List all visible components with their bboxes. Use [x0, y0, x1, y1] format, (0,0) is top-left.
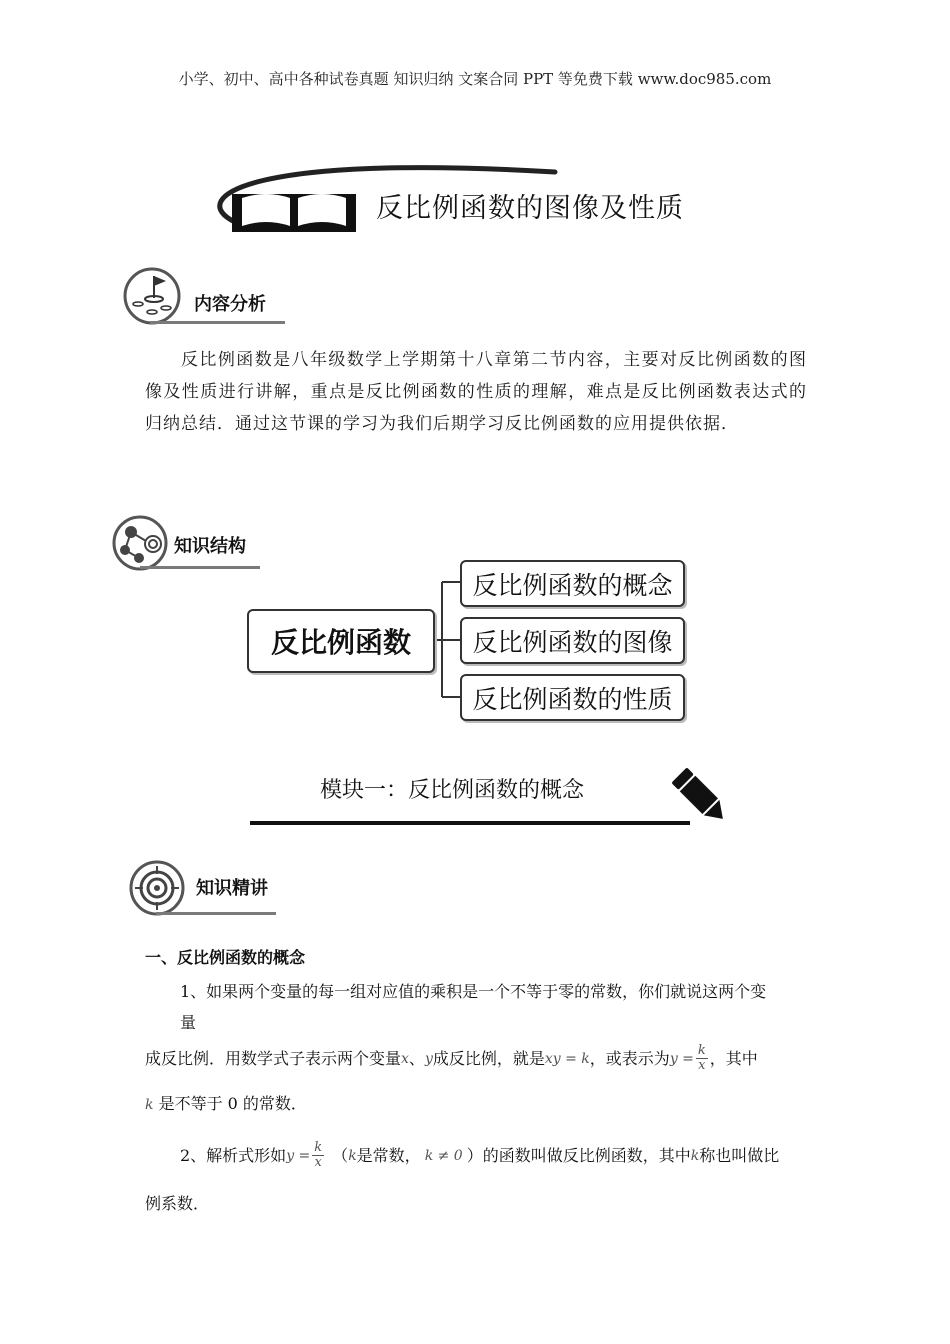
- definition-line-2: 量: [180, 1013, 197, 1032]
- section-label-content-analysis: 内容分析: [194, 294, 266, 315]
- content-analysis-paragraph: 反比例函数是八年级数学上学期第十八章第二节内容，主要对反比例函数的图像及性质进行讲解，重点是反比例函数的性质的理解，难点是反比例函数表达式的归纳总结．通过这节课的学习为我们后期学习反比例函数的应用提供依据．: [145, 350, 807, 434]
- mindmap-root-node: 反比例函数: [247, 609, 435, 673]
- module-underline: [250, 821, 690, 825]
- module-title: 模块一：反比例函数的概念: [320, 778, 585, 803]
- math-var-k: k: [690, 1147, 700, 1164]
- math-eq-y: y =: [669, 1050, 694, 1067]
- section-underline: [150, 321, 285, 324]
- fraction-denominator: x: [698, 1058, 706, 1073]
- definition-line-4: [145, 1093, 307, 1116]
- definition-line-1: 1、如果两个变量的每一组对应值的乘积是一个不等于零的常数，你们就说这两个变: [180, 982, 767, 1001]
- network-icon: [111, 514, 173, 572]
- text-segment: ）的函数叫做反比例函数，其中: [466, 1145, 691, 1165]
- subsection-heading: 一、反比例函数的概念: [145, 948, 306, 967]
- page-title: 反比例函数的图像及性质: [376, 193, 684, 224]
- page-header: 小学、初中、高中各种试卷真题 知识归纳 文案合同 PPT 等免费下载 www.doc985.com: [178, 70, 772, 88]
- text-segment: 称也叫做比: [699, 1145, 780, 1165]
- math-var-y: y: [424, 1050, 433, 1067]
- math-eq-xy-k: xy = k: [544, 1050, 590, 1067]
- math-var-x: x: [401, 1050, 409, 1067]
- text-segment: （: [332, 1145, 349, 1165]
- section-underline: [156, 912, 276, 915]
- math-fraction-k-over-x: [312, 1141, 324, 1170]
- text-segment: 是不等于 0 的常数．: [158, 1094, 307, 1113]
- mindmap-branch-graph: 反比例函数的图像: [460, 617, 685, 664]
- target-flag-icon: [122, 266, 184, 326]
- pencil-icon: [668, 764, 734, 830]
- mindmap-branch-concept: 反比例函数的概念: [460, 560, 685, 607]
- crosshair-target-icon: [128, 859, 188, 917]
- text-segment: 成反比例，就是: [432, 1048, 545, 1068]
- definition-2-line-1: [180, 1141, 779, 1170]
- section-underline: [140, 566, 260, 569]
- math-var-k: k: [348, 1147, 357, 1164]
- section-label-knowledge-structure: 知识结构: [174, 536, 246, 557]
- definition-2-line-2: 例系数．: [145, 1194, 210, 1213]
- text-segment: ，或表示为: [589, 1048, 670, 1068]
- definition-line-3: [145, 1044, 758, 1073]
- fraction-numerator: k: [697, 1043, 706, 1058]
- fraction-denominator: x: [314, 1155, 322, 1170]
- math-eq-y: y =: [286, 1147, 311, 1164]
- open-book-icon: [232, 188, 356, 232]
- text-segment: ，其中: [709, 1048, 758, 1068]
- text-segment: 2、解析式形如: [180, 1145, 287, 1165]
- math-k-not-zero: k ≠ 0: [424, 1147, 463, 1164]
- text-segment: 成反比例．用数学式子表示两个变量: [145, 1048, 402, 1068]
- math-var-k: k: [145, 1097, 154, 1113]
- text-segment: 是常数，: [356, 1145, 421, 1165]
- text-segment: 、: [408, 1048, 425, 1068]
- section-label-knowledge-detail: 知识精讲: [196, 878, 268, 899]
- fraction-numerator: k: [314, 1140, 323, 1155]
- math-fraction-k-over-x: [696, 1044, 708, 1073]
- mindmap-branch-properties: 反比例函数的性质: [460, 674, 685, 721]
